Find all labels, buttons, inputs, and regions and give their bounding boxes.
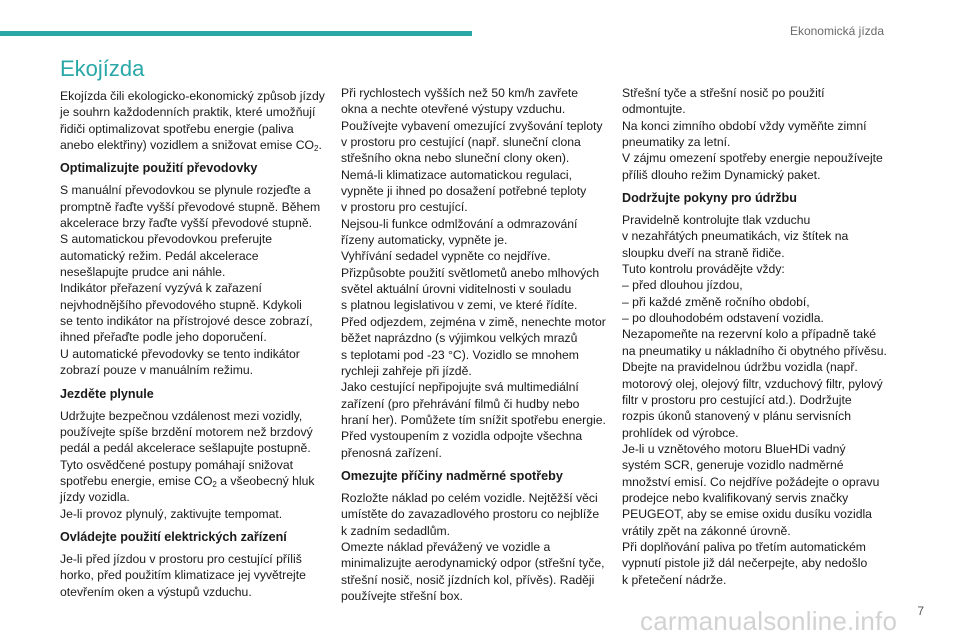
text-line: automatický režim. Pedál akcelerace [60,248,259,263]
text-line: v nezahřátých pneumatikách, viz štítek na [622,229,849,244]
paragraph-transmission [60,182,328,378]
page-title: Ekojízda [60,56,145,81]
text-line: používejte střešní box. [341,588,463,603]
paragraph-roof-tyres [622,85,890,183]
heading-smooth-driving: Jezděte plynule [60,386,154,401]
text-line: v prostoru pro cestující. [341,200,468,215]
text-line: Omezte náklad převážený ve vozidle a [341,539,551,554]
paragraph-electrical-devices [60,551,328,600]
text-line: Tuto kontrolu provádějte vždy: [622,262,785,277]
text-line: – při každé změně ročního období, [622,294,810,309]
text-line: prohlídek od výrobce. [622,425,739,440]
text-line: – po dlouhodobém odstavení vozidla. [622,311,824,326]
text-line: Při rychlostech vyšších než 50 km/h zavřete [341,86,579,100]
section-title: Ekonomická jízda [789,24,884,38]
text-line: Indikátor přeřazení vyzývá k zařazení [60,281,262,296]
text-line: rychleji zahřeje při jízdě. [341,363,472,378]
text-line: jízdy vozidla. [60,490,130,505]
text-line: Nezapomeňte na rezervní kolo a případně také [622,327,877,342]
text-line: používejte spíše brzdění motorem než brzdový [60,424,313,439]
text-line: horko, před použitím klimatizace jej vyvětrejte [60,568,306,583]
text-line: nesešlapujte prudce ani náhle. [60,265,226,280]
text-line: pneumatiky za letní. [622,135,731,150]
text-line: Rozložte náklad po celém vozidle. Nejtěžší věci [341,490,598,505]
text-line: U automatické převodovky se tento indikátor [60,346,300,361]
text-line: vrátily zpět na zákonné úrovně. [622,523,791,538]
text-line: vypněte ji ihned po dosažení potřebné teploty [341,184,587,199]
text-line: příliš dlouho režim Dynamický paket. [622,167,821,182]
text-line: Dbejte na pravidelnou údržbu vozidla (např. [622,360,858,375]
text-line: se tento indikátor na přístrojové desce zobrazí, [60,314,313,329]
text-line: nejvhodnějšího převodového stupně. Kdykoli [60,297,302,312]
heading-transmission: Optimalizujte použití převodovky [60,161,258,176]
text-line: Nejsou-li funkce odmlžování a odmrazování [341,216,578,231]
text-line: řidiči optimalizovat spotřebu energie (paliva [60,121,294,136]
paragraph-excess-consumption [341,490,609,604]
text-line: přenosná zařízení. [341,445,442,460]
text-line: S automatickou převodovkou preferujte [60,232,273,247]
text-line: sloupku dveří na straně řidiče. [622,245,785,260]
text-line: Na konci zimního období vždy vyměňte zimní [622,118,867,133]
text-line: rozpis úkonů stanovený v plánu servisních [622,409,851,424]
heading-excess-consumption: Omezujte příčiny nadměrné spotřeby [341,468,563,483]
text-line: Střešní tyče a střešní nosič po použití [622,86,825,100]
text-line: PEUGEOT, aby se emise oxidu dusíku vozidla [622,507,872,522]
text-line: minimalizujte aerodynamický odpor (střešní tyče, [341,556,605,571]
text-line: v prostoru pro cestující (např. sluneční clona [341,135,581,150]
text-line: Je-li provoz plynulý, zaktivujte tempomat. [60,506,283,521]
text-line: S manuální převodovkou se plynule rozjeďte a [60,183,311,198]
text-line: Je-li před jízdou v prostoru pro cestující příliš [60,551,302,566]
paragraph-comfort-settings [341,85,609,461]
text-line: Před odjezdem, zejména v zimě, nenechte motor [341,314,606,329]
subscript: 2 [314,144,319,154]
text-line: okna a nechte otevřené výstupy vzduchu. [341,102,566,117]
column-2 [341,85,609,604]
heading-maintenance: Dodržujte pokyny pro údržbu [622,191,797,206]
text-line: Vyhřívání sedadel vypněte co nejdříve. [341,249,551,264]
text-line: střešního okna nebo sluneční clony oken). [341,151,570,166]
text-line: množství emisí. Co nejdříve požádejte o opravu [622,474,880,489]
text-line: hraní her). Pomůžete tím snížit spotřebu energie. [341,412,606,427]
text-line: promptně řaďte vyšší převodové stupně. Během [60,199,321,214]
text-line: ihned přeřaďte podle jeho doporučení. [60,330,267,345]
text-line: Přizpůsobte použití světlometů anebo mlhových [341,265,600,280]
text-line [60,473,328,489]
text-line: střešní nosič, nosič jízdních kol, přívěs). Raději [341,572,595,587]
text-line: s platnou legislativou v zemi, ve které řídíte. [341,298,578,313]
text-line: k zadním sedadlům. [341,523,451,538]
intro-paragraph [60,88,328,153]
text-line: běžet naprázdno (s výjimkou velkých mrazů [341,331,578,346]
column-1 [60,56,328,600]
text-span: a všeobecný hluk [216,473,315,488]
text-line: Při doplňování paliva po třetím automatickém [622,539,866,554]
text-span: anebo elektřiny) vozidlem a snižovat emise CO [60,138,315,153]
watermark: carmanualsonline.info [640,606,898,636]
text-line: motorový olej, olejový filtr, vzduchový filtr, pylový [622,376,883,391]
text-line: systém SCR, generuje vozidlo nadměrné [622,458,844,473]
paragraph-maintenance [622,212,890,588]
text-line: filtr v prostoru pro cestující atd.). Dodržujte [622,392,852,407]
text-line: prodejce nebo kvalifikovaný servis značky [622,490,849,505]
heading-electrical-devices: Ovládejte použití elektrických zařízení [60,529,287,544]
text-line: Jako cestující nepřipojujte svá multimediální [341,380,579,395]
text-line: je souhrn každodenních praktik, které umožňují [60,105,316,120]
text-line: světel aktuální úrovni viditelnosti v souladu [341,282,572,297]
text-line: na pneumatiky u nákladního či obytného přívěsu. [622,343,887,358]
text-line: V zájmu omezení spotřeby energie nepoužívejte [622,151,883,166]
text-line: pedál a pedál akcelerace sešlapujte postupně. [60,441,311,456]
text-line: zařízení (pro přehrávání filmů či hudby nebo [341,396,580,411]
text-line: s teplotami pod -23 °C). Vozidlo se mnohem [341,347,579,362]
subscript: 2 [212,479,217,489]
text-line: Ekojízda čili ekologicko-ekonomický způsob jízdy [60,89,325,103]
text-line: vypnutí pistole již dál nečerpejte, aby nedošlo [622,556,868,571]
text-line: – před dlouhou jízdou, [622,278,743,293]
text-line: k přetečení nádrže. [622,572,727,587]
text-line: Udržujte bezpečnou vzdálenost mezi vozidly, [60,408,303,423]
text-line: zobrazí pouze v manuálním režimu. [60,363,254,378]
text-line: akcelerace brzy řaďte vyšší převodové stupně. [60,216,313,231]
text-line: otevřením oken a výstupů vzduchu. [60,584,252,599]
text-line: Pravidelně kontrolujte tlak vzduchu [622,213,811,228]
text-span: . [318,138,322,153]
text-line: umístěte do zavazadlového prostoru co nejblíže [341,507,600,522]
header-accent-bar [0,31,472,36]
paragraph-smooth-driving [60,408,328,522]
text-line [60,137,328,153]
text-line: řízeny automaticky, vypněte je. [341,233,508,248]
text-line: Je-li u vznětového motoru BlueHDi vadný [622,441,846,456]
text-line: odmontujte. [622,102,686,117]
column-3 [622,85,890,588]
text-line: Nemá-li klimatizace automatickou regulaci, [341,167,572,182]
page-number: 7 [917,604,924,618]
text-line: Tyto osvědčené postupy pomáhají snižovat [60,457,294,472]
text-line: Před vystoupením z vozidla odpojte všechna [341,429,583,444]
text-span: spotřebu energie, emise CO [60,473,213,488]
text-line: Používejte vybavení omezující zvyšování teploty [341,118,603,133]
